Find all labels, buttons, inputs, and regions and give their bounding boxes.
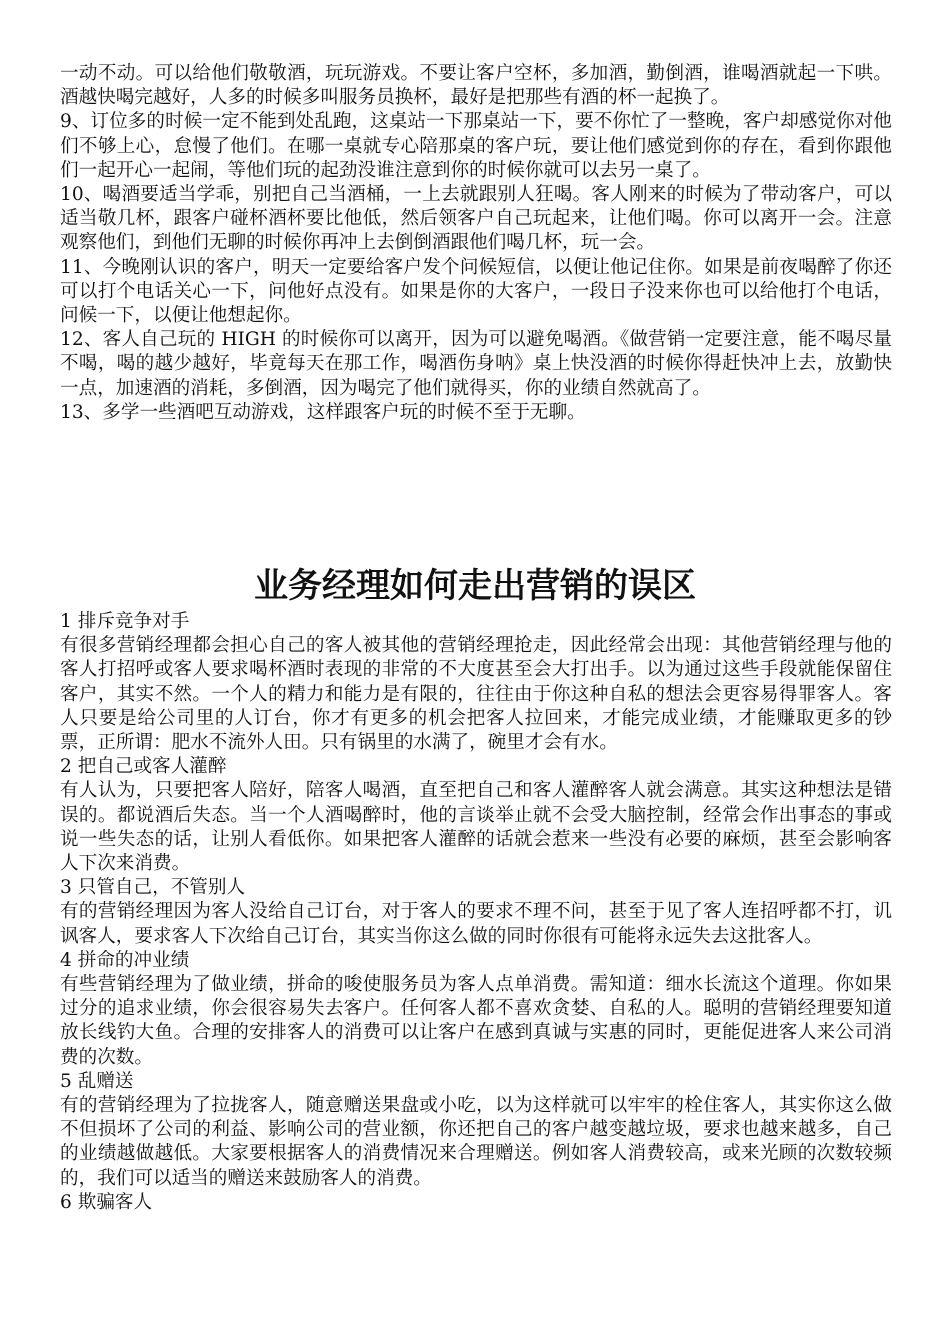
- item-title-4: 4 拼命的冲业绩: [60, 949, 190, 971]
- item-body-2: 有人认为，只要把客人陪好，陪客人喝酒，直至把自己和客人灌醉客人就会满意。其实这种想法是错误的。都说酒后失态。当一个人酒喝醉时，他的言谈举止就不会受大脑控制，经常会作出事态的事或说一些失态的话，让别人看低你。如果把客人灌醉的话就会惹来一些没有必要的麻烦，甚至会影响客人下次来消费。: [60, 780, 892, 875]
- item-body-5: 有的营销经理为了拉拢客人，随意赠送果盘或小吃，以为这样就可以牢牢的栓住客人，其实你这么做不但损坏了公司的利益、影响公司的营业额，你还把自己的客户越变越垃圾，要求也越来越多，自己的业绩越做越低。大家要根据客人的消费情况来合理赠送。例如客人消费较高，或来光顾的次数较频的，我们可以适当的赠送来鼓励客人的消费。: [60, 1095, 892, 1189]
- misconceptions-list: [60, 610, 892, 1215]
- section-heading: 业务经理如何走出营销的误区: [254, 566, 696, 606]
- item-title-1: 1 排斥竞争对手: [60, 611, 190, 632]
- paragraph-continuation: 一动不动。可以给他们敬敬酒，玩玩游戏。不要让客户空杯，多加酒，勤倒酒，谁喝酒就起一下哄。酒越快喝完越好，人多的时候多叫服务员换杯，最好是把那些有酒的杯一起换了。: [60, 63, 892, 109]
- paragraph-tip-9: 9、订位多的时候一定不能到处乱跑，这桌站一下那桌站一下，要不你忙了一整晚，客户却感觉你对他们不够上心，怠慢了他们。在哪一桌就专心陪那桌的客户玩，要让他们感觉到你的存在，看到你跟他们一起开心一起闹，等他们玩的起劲没谁注意到你的时候你就可以去另一桌了。: [60, 111, 892, 181]
- item-title-2: 2 把自己或客人灌醉: [60, 756, 227, 778]
- paragraph-tip-10: 10、喝酒要适当学乖，别把自己当酒桶，一上去就跟别人狂喝。客人刚来的时候为了带动客户，可以适当敬几杯，跟客户碰杯酒杯要比他低，然后领客户自己玩起来，让他们喝。你可以离开一会。注意观察他们，到他们无聊的时候你再冲上去倒倒酒跟他们喝几杯，玩一会。: [60, 184, 892, 254]
- paragraph-tip-12: 12、客人自己玩的 HIGH 的时候你可以离开，因为可以避免喝酒。《做营销一定要注意，能不喝尽量不喝，喝的越少越好，毕竟每天在那工作，喝酒伤身呐》桌上快没酒的时候你得赶快冲上去，放勤快一点，加速酒的消耗，多倒酒，因为喝完了他们就得买，你的业绩自然就高了。: [60, 329, 892, 399]
- top-text-block: [60, 62, 892, 425]
- item-body-3: 有的营销经理因为客人没给自己订台，对于客人的要求不理不问，甚至于见了客人连招呼都不打，讥讽客人，要求客人下次给自己订台，其实当你这么做的同时你很有可能将永远失去这批客人。: [60, 901, 892, 947]
- paragraph-tip-13: 13、多学一些酒吧互动游戏，这样跟客户玩的时候不至于无聊。: [60, 401, 586, 423]
- item-title-3: 3 只管自己，不管别人: [60, 877, 246, 899]
- item-body-1: 有很多营销经理都会担心自己的客人被其他的营销经理抢走，因此经常会出现：其他营销经理与他的客人打招呼或客人要求喝杯酒时表现的非常的不大度甚至会大打出手。以为通过这些手段就能保留住客户，其实不然。一个人的精力和能力是有限的，往往由于你这种自私的想法会更容易得罪客人。客人只要是给公司里的人订台，你才有更多的机会把客人拉回来，才能完成业绩，才能赚取更多的钞票，正所谓：肥水不流外人田。只有锅里的水满了，碗里才会有水。: [60, 635, 892, 754]
- item-title-5: 5 乱赠送: [60, 1070, 134, 1092]
- item-body-4: 有些营销经理为了做业绩，拼命的唆使服务员为客人点单消费。需知道：细水长流这个道理。你如果过分的追求业绩，你会很容易失去客户。任何客人都不喜欢贪婪、自私的人。聪明的营销经理要知道放长线钓大鱼。合理的安排客人的消费可以让客户在感到真诚与实惠的同时，更能促进客人来公司消费的次数。: [60, 974, 892, 1068]
- paragraph-tip-11: 11、今晚刚认识的客户，明天一定要给客户发个问候短信，以便让他记住你。如果是前夜喝醉了你还可以打个电话关心一下，问他好点没有。如果是你的大客户，一段日子没来你也可以给他打个电话，问候一下，以便让他想起你。: [60, 256, 892, 327]
- item-title-6: 6 欺骗客人: [60, 1191, 153, 1213]
